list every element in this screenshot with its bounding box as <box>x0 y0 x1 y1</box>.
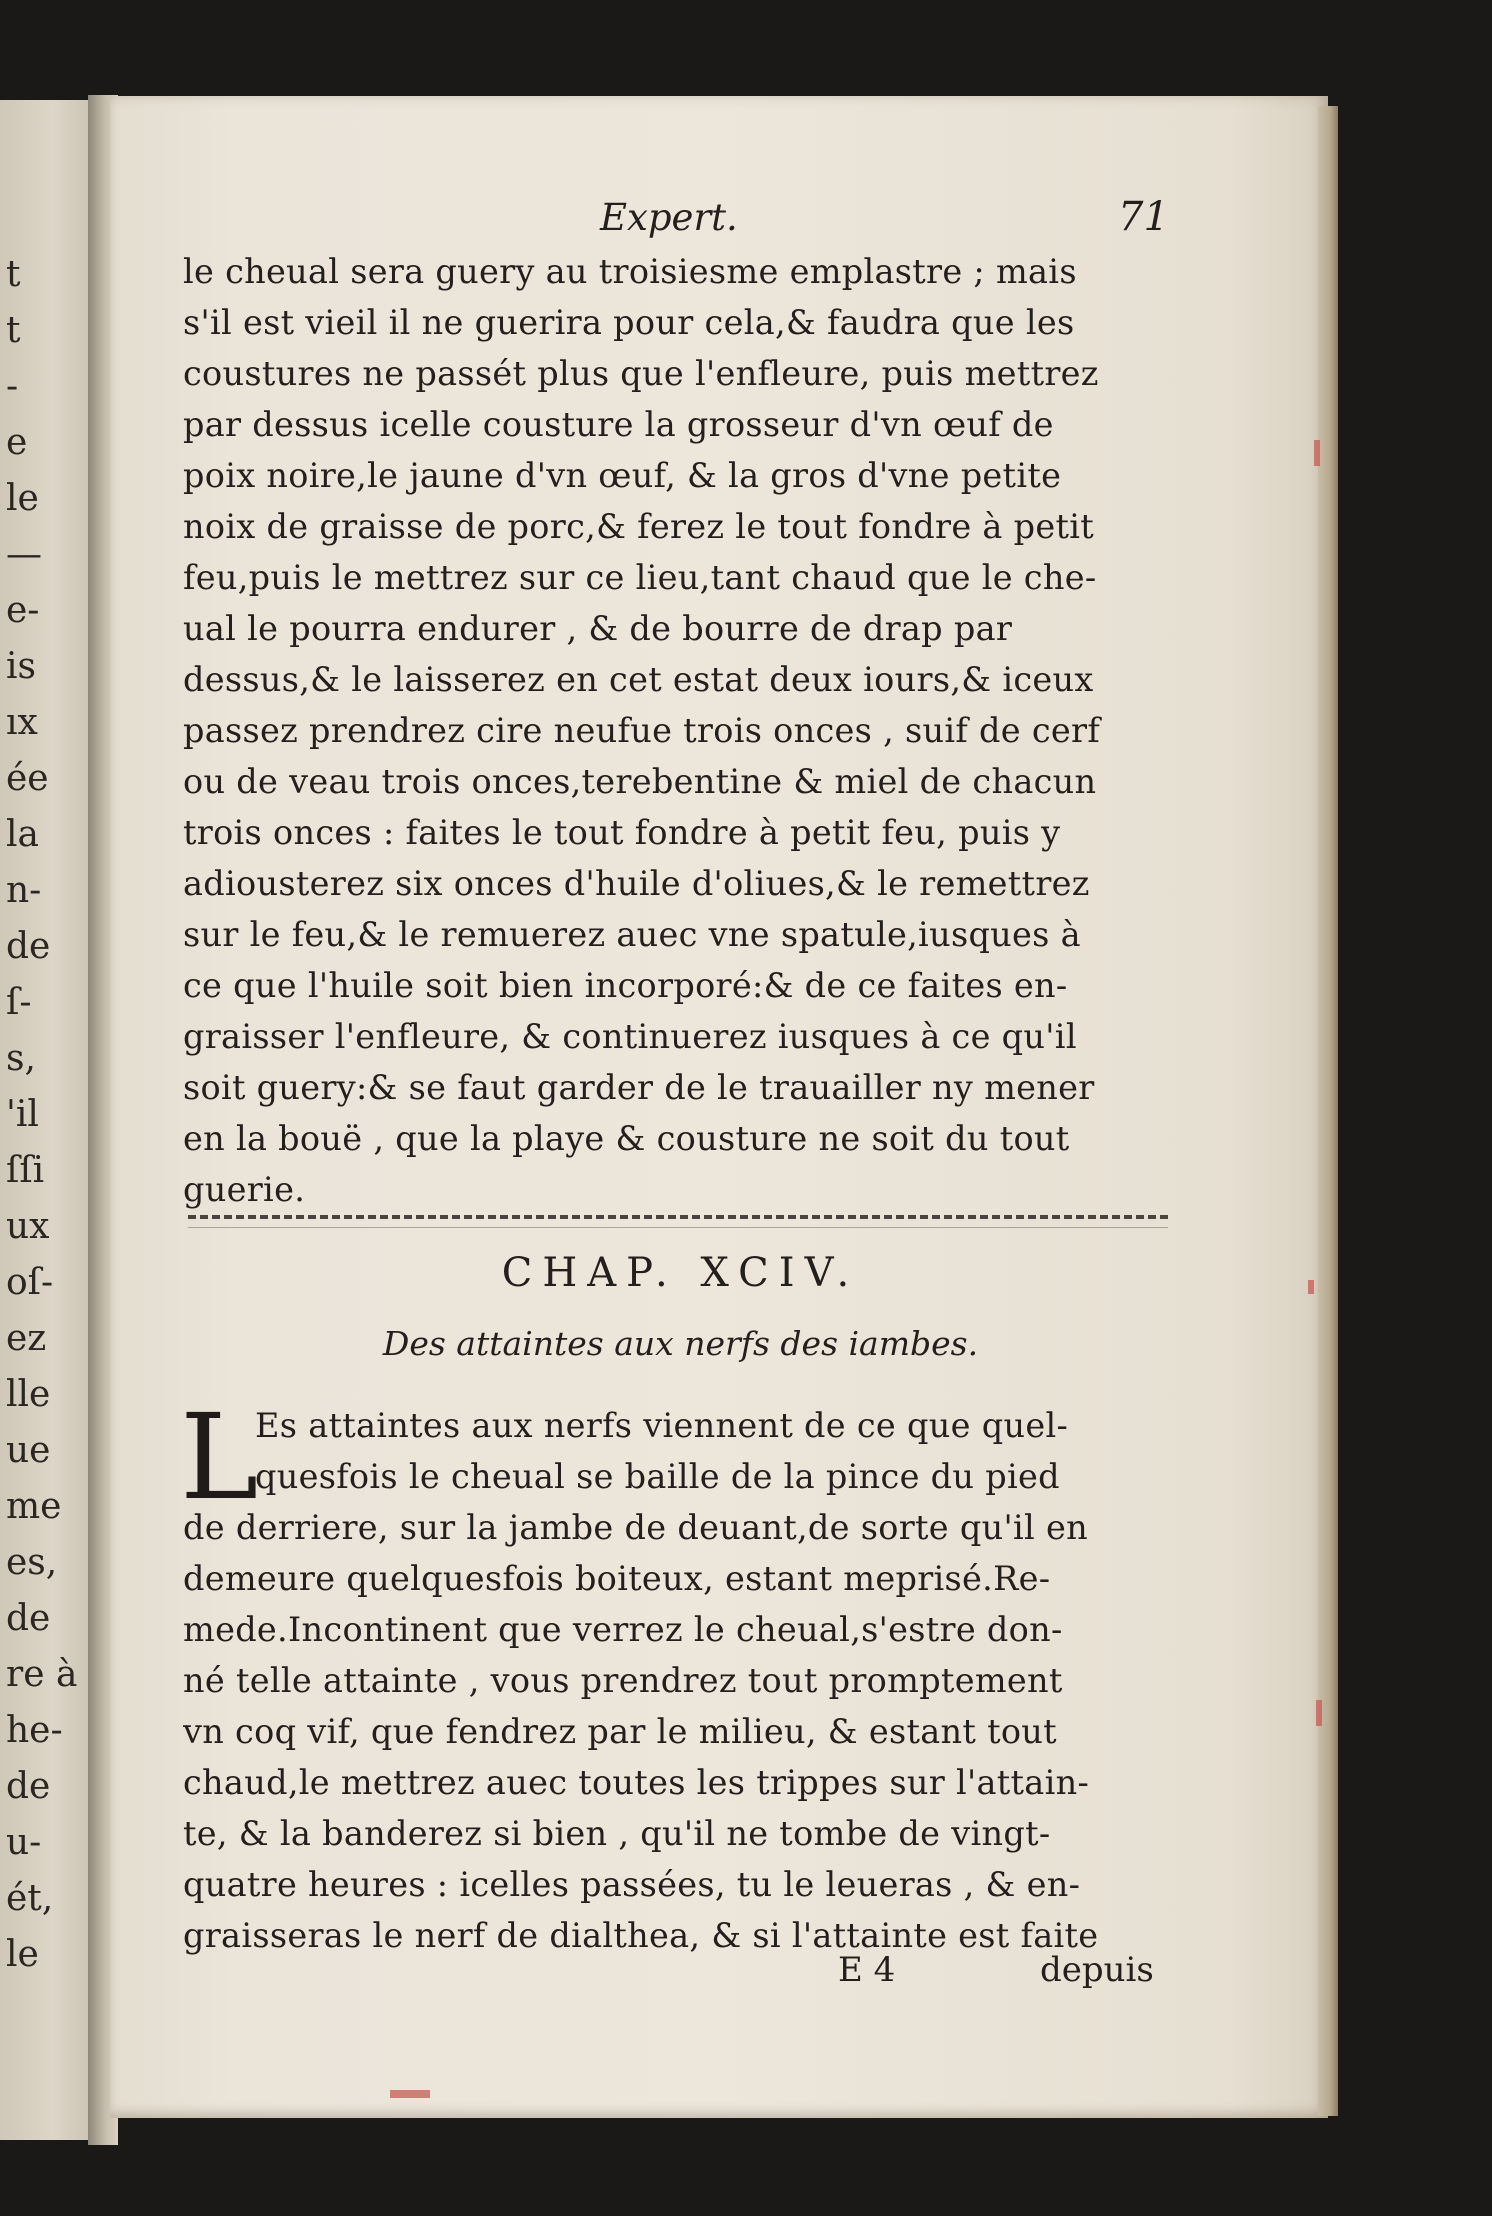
prev-page-fragment: ez <box>6 1318 47 1359</box>
body-line: graisser l'enfleure, & continuerez iusques à ce qu'il <box>183 1017 1077 1056</box>
prev-page-fragment: me <box>6 1486 62 1527</box>
prev-page-fragment: ét, <box>6 1878 54 1919</box>
prev-page-fragment: — <box>6 534 42 575</box>
prev-page-fragment: de <box>6 1766 51 1807</box>
body-line: trois onces : faites le tout fondre à petit feu, puis y <box>183 813 1061 852</box>
prev-page-fragment: le <box>6 478 39 519</box>
chapter-heading: CHAP. XCIV. <box>501 1250 860 1296</box>
prev-page-fragment: le <box>6 1934 39 1975</box>
prev-page-fragment: ſ- <box>6 982 32 1023</box>
body-line: par dessus icelle cousture la grosseur d'vn œuf de <box>183 405 1054 444</box>
prev-page-fragment: la <box>6 814 39 855</box>
prev-page-fragment: e- <box>6 590 40 631</box>
prev-page-fragment: de <box>6 926 51 967</box>
body-line: le cheual sera guery au troisiesme emplastre ; mais <box>183 252 1077 291</box>
chapter-line: graisseras le nerf de dialthea, & si l'attainte est faite <box>183 1916 1099 1955</box>
prev-page-fragment: s, <box>6 1038 36 1079</box>
body-line: feu,puis le mettrez sur ce lieu,tant chaud que le che- <box>183 558 1097 597</box>
prev-page-fragment: is <box>6 646 36 687</box>
red-edge-fleck <box>1316 1700 1322 1726</box>
prev-page-fragment: 'il <box>6 1094 39 1135</box>
prev-page-fragment: re à <box>6 1654 78 1695</box>
red-edge-fleck <box>1314 440 1320 466</box>
prev-page-fragment: ux <box>6 1206 50 1247</box>
signature-mark: E 4 <box>838 1950 896 1990</box>
red-edge-fleck <box>390 2090 430 2098</box>
prev-page-fragment: ue <box>6 1430 51 1471</box>
prev-page-fragment: es, <box>6 1542 58 1583</box>
catchword: depuis <box>1040 1950 1154 1990</box>
page-number: 71 <box>1118 194 1169 240</box>
section-rule <box>188 1215 1168 1228</box>
body-line: poix noire,le jaune d'vn œuf, & la gros d'vne petite <box>183 456 1062 495</box>
body-line: ou de veau trois onces,terebentine & miel de chacun <box>183 762 1097 801</box>
prev-page-fragment: oſ- <box>6 1262 54 1303</box>
chapter-line: quatre heures : icelles passées, tu le leueras , & en- <box>183 1865 1081 1904</box>
prev-page-fragment: n- <box>6 870 42 911</box>
prev-page-fragment: - <box>6 366 19 407</box>
prev-page-fragment: t <box>6 254 21 295</box>
prev-page-fragment: t <box>6 310 21 351</box>
prev-page-fragment: ſſi <box>6 1150 45 1191</box>
body-line: coustures ne passét plus que l'enfleure, puis mettrez <box>183 354 1099 393</box>
previous-page-text-fragments <box>0 100 96 2140</box>
prev-page-fragment: ıx <box>6 702 38 743</box>
body-line: sur le feu,& le remuerez auec vne spatule,iusques à <box>183 915 1081 954</box>
body-line: ual le pourra endurer , & de bourre de drap par <box>183 609 1013 648</box>
prev-page-fragment: ée <box>6 758 49 799</box>
body-line: dessus,& le laisserez en cet estat deux iours,& iceux <box>183 660 1094 699</box>
body-line: noix de graisse de porc,& ferez le tout fondre à petit <box>183 507 1095 546</box>
body-line: soit guery:& se faut garder de le trauailler ny mener <box>183 1068 1095 1107</box>
page-edge-right <box>1318 106 1338 2116</box>
chapter-line: de derriere, sur la jambe de deuant,de sorte qu'il en <box>183 1508 1088 1547</box>
chapter-line: demeure quelquesfois boiteux, estant meprisé.Re- <box>183 1559 1051 1598</box>
prev-page-fragment: e <box>6 422 28 463</box>
body-line: guerie. <box>183 1170 306 1209</box>
chapter-line: né telle attainte , vous prendrez tout promptement <box>183 1661 1063 1700</box>
prev-page-fragment: u- <box>6 1822 42 1863</box>
chapter-line: chaud,le mettrez auec toutes les trippes sur l'attain- <box>183 1763 1090 1802</box>
chapter-line: quesfois le cheual se baille de la pince du pied <box>255 1457 1060 1496</box>
chapter-line: te, & la banderez si bien , qu'il ne tombe de vingt- <box>183 1814 1051 1853</box>
body-line: en la bouë , que la playe & cousture ne soit du tout <box>183 1119 1070 1158</box>
drop-cap: L <box>180 1388 259 1526</box>
body-line: s'il est vieil il ne guerira pour cela,& faudra que les <box>183 303 1075 342</box>
body-text <box>183 246 1178 1215</box>
chapter-title: Des attaintes aux nerfs des iambes. <box>382 1324 979 1363</box>
body-line: adiousterez six onces d'huile d'oliues,& le remettrez <box>183 864 1090 903</box>
previous-page-edge <box>0 100 96 2140</box>
prev-page-fragment: de <box>6 1598 51 1639</box>
chapter-line: mede.Incontinent que verrez le cheual,s'estre don- <box>183 1610 1063 1649</box>
red-edge-fleck <box>1308 1280 1314 1294</box>
body-line: passez prendrez cire neufue trois onces , suif de cerf <box>183 711 1101 750</box>
prev-page-fragment: he- <box>6 1710 63 1751</box>
running-title: Expert. <box>600 196 738 239</box>
chapter-line: Es attaintes aux nerfs viennent de ce que quel- <box>255 1406 1069 1445</box>
chapter-text <box>183 1400 1178 1961</box>
body-line: ce que l'huile soit bien incorporé:& de ce faites en- <box>183 966 1068 1005</box>
chapter-line: vn coq vif, que fendrez par le milieu, & estant tout <box>183 1712 1057 1751</box>
prev-page-fragment: lle <box>6 1374 51 1415</box>
